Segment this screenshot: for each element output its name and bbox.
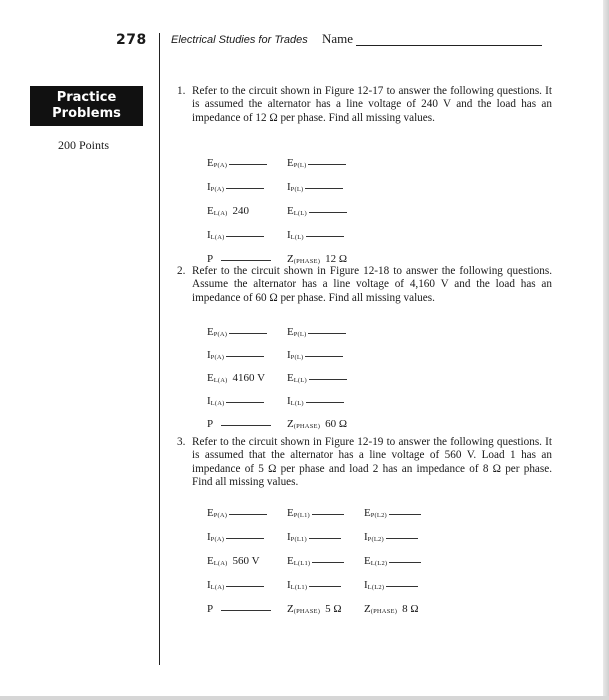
variable-subscript: P(A) [210, 536, 225, 543]
field-ila [207, 579, 264, 591]
field-ill [287, 395, 344, 407]
variable-subscript: (PHASE) [293, 258, 321, 265]
problem-text: Refer to the circuit shown in Figure 12-19 to answer the following questions. It is assumed that the alternator has a line voltage of 560 V. Load 1 has an impedance of 5 Ω per phase and load 2 has an impedance of 8 Ω per phase. Find all missing values. [192, 436, 552, 488]
variable-label: E [287, 507, 294, 519]
variable-subscript: (PHASE) [370, 608, 398, 615]
variable-label: E [207, 157, 214, 169]
variable-label: E [207, 507, 214, 519]
answer-blank[interactable] [226, 586, 264, 587]
field-ill [287, 229, 344, 241]
variable-label: I [207, 531, 211, 543]
variable-subscript: L(A) [213, 377, 228, 384]
variable-label: E [287, 326, 294, 338]
variable-subscript: P(L) [293, 331, 307, 338]
answer-blank[interactable] [229, 514, 267, 515]
page-edge-shadow [603, 0, 609, 700]
answer-blank[interactable] [226, 402, 264, 403]
variable-label: I [287, 229, 291, 241]
answer-blank[interactable] [312, 562, 344, 563]
field-epa [207, 157, 267, 169]
answer-blank[interactable] [309, 586, 341, 587]
answer-blank[interactable] [308, 164, 346, 165]
variable-subscript: P(L) [290, 186, 304, 193]
variable-label: I [287, 531, 291, 543]
answer-blank[interactable] [226, 538, 264, 539]
variable-subscript: P(L1) [293, 512, 310, 519]
variable-label: P [207, 418, 214, 430]
variable-label: Z [287, 253, 294, 265]
problem-number: 1. [177, 85, 186, 97]
field-ipa [207, 349, 264, 361]
variable-subscript: (PHASE) [293, 423, 321, 430]
name-label: Name [322, 31, 354, 46]
field-ila [207, 395, 264, 407]
practice-problems-banner [30, 86, 143, 126]
variable-label: Z [287, 418, 294, 430]
page-edge-bottom [0, 696, 609, 700]
variable-label: E [287, 372, 294, 384]
name-blank-line[interactable] [356, 45, 542, 46]
variable-label: I [287, 349, 291, 361]
field-ell [287, 205, 347, 217]
answer-blank[interactable] [226, 356, 264, 357]
answer-blank[interactable] [309, 538, 341, 539]
answer-blank[interactable] [305, 356, 343, 357]
variable-subscript: L(A) [210, 400, 225, 407]
answer-blank[interactable] [308, 333, 346, 334]
variable-subscript: P(A) [210, 354, 225, 361]
field-ill1 [287, 579, 341, 591]
variable-subscript: L(L2) [370, 560, 388, 567]
field-ipl2 [364, 531, 418, 543]
variable-label: I [364, 579, 368, 591]
variable-label: E [207, 555, 214, 567]
field-ell [287, 372, 347, 384]
answer-blank[interactable] [389, 562, 421, 563]
variable-label: E [287, 157, 294, 169]
variable-subscript: P(A) [213, 512, 228, 519]
variable-label: E [207, 205, 214, 217]
variable-subscript: P(A) [213, 331, 228, 338]
field-p [207, 603, 271, 615]
answer-blank[interactable] [312, 514, 344, 515]
given-value: 4160 V [232, 372, 266, 384]
field-ell1 [287, 555, 344, 567]
variable-subscript: P(L2) [367, 536, 384, 543]
field-epl2 [364, 507, 421, 519]
answer-blank[interactable] [229, 164, 267, 165]
variable-label: E [364, 507, 371, 519]
variable-label: Z [287, 603, 294, 615]
field-ipl1 [287, 531, 341, 543]
variable-label: P [207, 253, 214, 265]
answer-blank[interactable] [389, 514, 421, 515]
variable-subscript: P(A) [210, 186, 225, 193]
problem-1 [177, 85, 552, 125]
field-epa [207, 507, 267, 519]
field-epl [287, 157, 346, 169]
field-p [207, 253, 271, 265]
variable-subscript: P(L1) [290, 536, 307, 543]
variable-subscript: L(A) [210, 234, 225, 241]
variable-label: E [207, 326, 214, 338]
field-ela [207, 205, 249, 217]
field-p [207, 418, 271, 430]
field-ill2 [364, 579, 418, 591]
points-label: 200 Points [58, 138, 110, 152]
variable-label: I [207, 349, 211, 361]
problem-number: 2. [177, 265, 186, 277]
answer-blank[interactable] [221, 610, 271, 611]
given-value: 5 Ω [325, 603, 342, 615]
problem-2 [177, 265, 552, 305]
field-epl [287, 326, 346, 338]
field-ipl [287, 349, 343, 361]
banner-line-1: Practice [56, 90, 117, 105]
book-title: Electrical Studies for Trades [171, 34, 308, 46]
variable-subscript: L(L) [290, 234, 304, 241]
answer-blank[interactable] [309, 212, 347, 213]
page-number: 278 [116, 32, 147, 48]
field-epl1 [287, 507, 344, 519]
variable-label: I [287, 181, 291, 193]
variable-subscript: L(A) [210, 584, 225, 591]
answer-blank[interactable] [226, 188, 264, 189]
problem-text: Refer to the circuit shown in Figure 12-18 to answer the following questions. Assume the alternator has a line voltage of 4,160 V and the load has an impedance of 60 Ω per phase. Find all missing values. [192, 265, 552, 304]
problem-3 [177, 436, 552, 489]
given-value: 12 Ω [325, 253, 347, 265]
variable-label: E [287, 555, 294, 567]
variable-label: I [287, 579, 291, 591]
field-ipl [287, 181, 343, 193]
answer-blank[interactable] [386, 538, 418, 539]
variable-label: I [287, 395, 291, 407]
answer-blank[interactable] [226, 236, 264, 237]
field-zphase [287, 603, 342, 615]
field-ipa [207, 181, 264, 193]
answer-blank[interactable] [386, 586, 418, 587]
answer-blank[interactable] [305, 188, 343, 189]
variable-label: I [207, 395, 211, 407]
variable-label: Z [364, 603, 371, 615]
variable-label: I [364, 531, 368, 543]
variable-label: I [207, 181, 211, 193]
variable-subscript: L(L) [293, 210, 307, 217]
answer-blank[interactable] [309, 379, 347, 380]
variable-subscript: P(L2) [370, 512, 387, 519]
field-ela [207, 555, 260, 567]
variable-subscript: L(L) [290, 400, 304, 407]
given-value: 560 V [232, 555, 260, 567]
banner-line-2: Problems [52, 106, 121, 121]
variable-label: I [207, 229, 211, 241]
answer-blank[interactable] [306, 402, 344, 403]
variable-label: P [207, 603, 214, 615]
field-zphase [287, 253, 347, 265]
field-ela [207, 372, 265, 384]
answer-blank[interactable] [229, 333, 267, 334]
answer-blank[interactable] [221, 260, 271, 261]
margin-divider [159, 33, 160, 665]
variable-label: I [207, 579, 211, 591]
variable-subscript: L(L2) [367, 584, 385, 591]
field-zphase [364, 603, 419, 615]
field-zphase [287, 418, 347, 430]
answer-blank[interactable] [306, 236, 344, 237]
variable-subscript: P(A) [213, 162, 228, 169]
variable-subscript: L(A) [213, 210, 228, 217]
variable-subscript: L(A) [213, 560, 228, 567]
variable-label: E [364, 555, 371, 567]
variable-subscript: L(L) [293, 377, 307, 384]
field-epa [207, 326, 267, 338]
problem-text: Refer to the circuit shown in Figure 12-17 to answer the following questions. It is assumed the alternator has a line voltage of 240 V and the load has an impedance of 12 Ω per phase. Find all missing values. [192, 85, 552, 124]
variable-label: E [287, 205, 294, 217]
field-ipa [207, 531, 264, 543]
given-value: 8 Ω [402, 603, 419, 615]
variable-subscript: P(L) [293, 162, 307, 169]
variable-subscript: L(L1) [293, 560, 311, 567]
answer-blank[interactable] [221, 425, 271, 426]
field-ila [207, 229, 264, 241]
given-value: 60 Ω [325, 418, 347, 430]
variable-subscript: L(L1) [290, 584, 308, 591]
field-ell2 [364, 555, 421, 567]
given-value: 240 [232, 205, 250, 217]
variable-subscript: (PHASE) [293, 608, 321, 615]
variable-subscript: P(L) [290, 354, 304, 361]
variable-label: E [207, 372, 214, 384]
problem-number: 3. [177, 436, 186, 448]
